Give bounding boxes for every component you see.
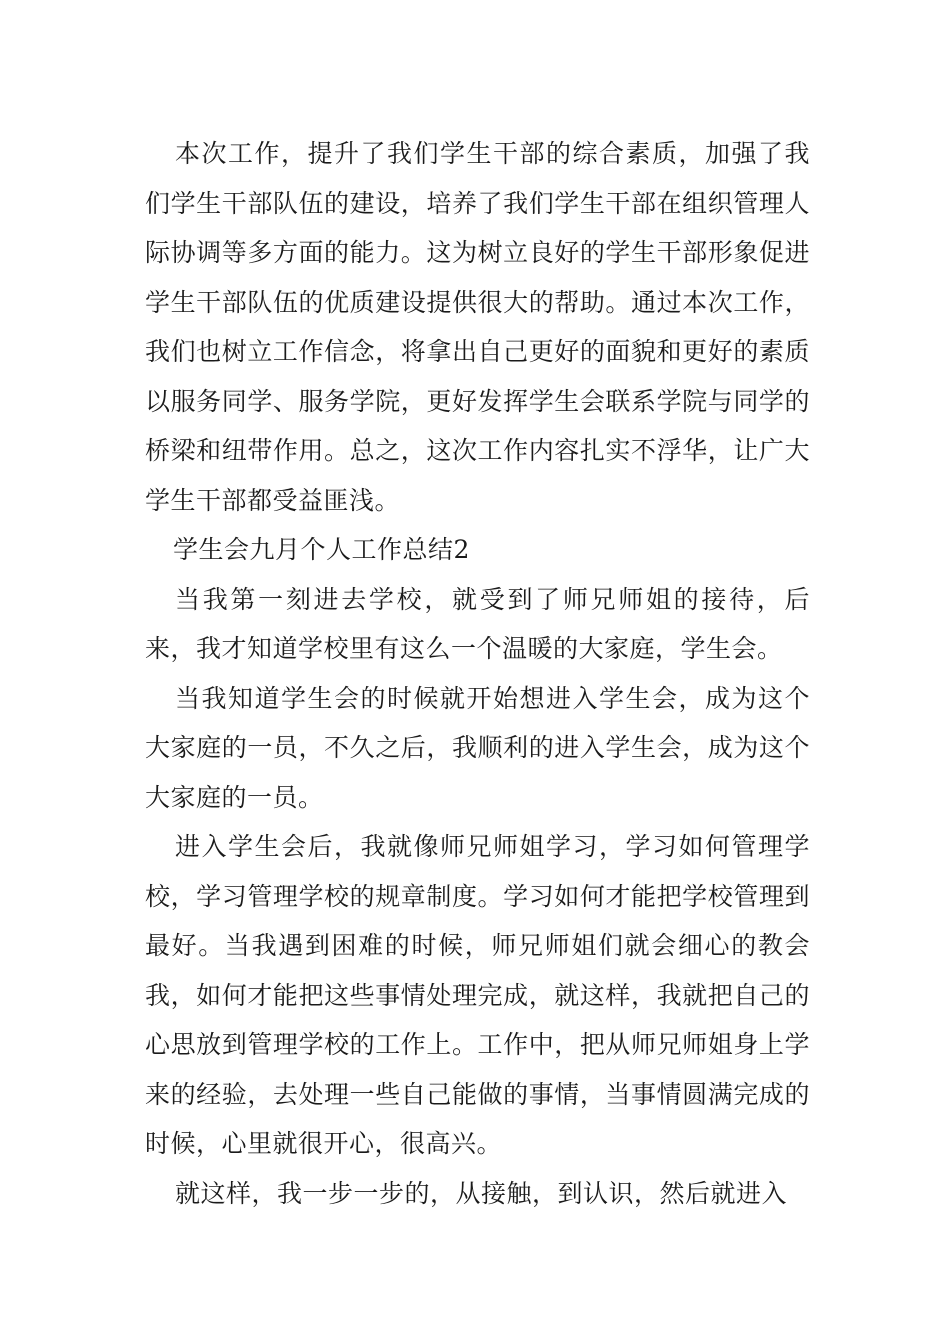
paragraph-progress: 就这样，我一步一步的，从接触，到认识，然后就进入 (175, 1178, 788, 1208)
paragraph-arrival: 当我第一刻进去学校，就受到了师兄师姐的接待，后来，我才知道学校里有这么一个温暖的大家庭，学生会。 (145, 584, 810, 663)
paragraph-summary: 本次工作，提升了我们学生干部的综合素质，加强了我们学生干部队伍的建设，培养了我们学生干部在组织管理人际协调等多方面的能力。这为树立良好的学生干部形象促进学生干部队伍的优质建设提供很大的帮助。通过本次工作，我们也树立工作信念，将拿出自己更好的面貌和更好的素质以服务同学、服务学院，更好发挥学生会联系学院与同学的桥梁和纽带作用。总之，这次工作内容扎实不浮华，让广大学生干部都受益匪浅。 (145, 139, 810, 515)
document-body (145, 129, 810, 1218)
paragraph-learning: 进入学生会后，我就像师兄师姐学习，学习如何管理学校，学习管理学校的规章制度。学习如何才能把学校管理到最好。当我遇到困难的时候，师兄师姐们就会细心的教会我，如何才能把这些事情处理完成，就这样，我就把自己的心思放到管理学校的工作上。工作中，把从师兄师姐身上学来的经验，去处理一些自己能做的事情，当事情圆满完成的时候，心里就很开心，很高兴。 (145, 832, 810, 1158)
section-heading: 学生会九月个人工作总结2 (173, 535, 470, 564)
paragraph-joining: 当我知道学生会的时候就开始想进入学生会，成为这个大家庭的一员，不久之后，我顺利的进入学生会，成为这个大家庭的一员。 (145, 683, 810, 812)
